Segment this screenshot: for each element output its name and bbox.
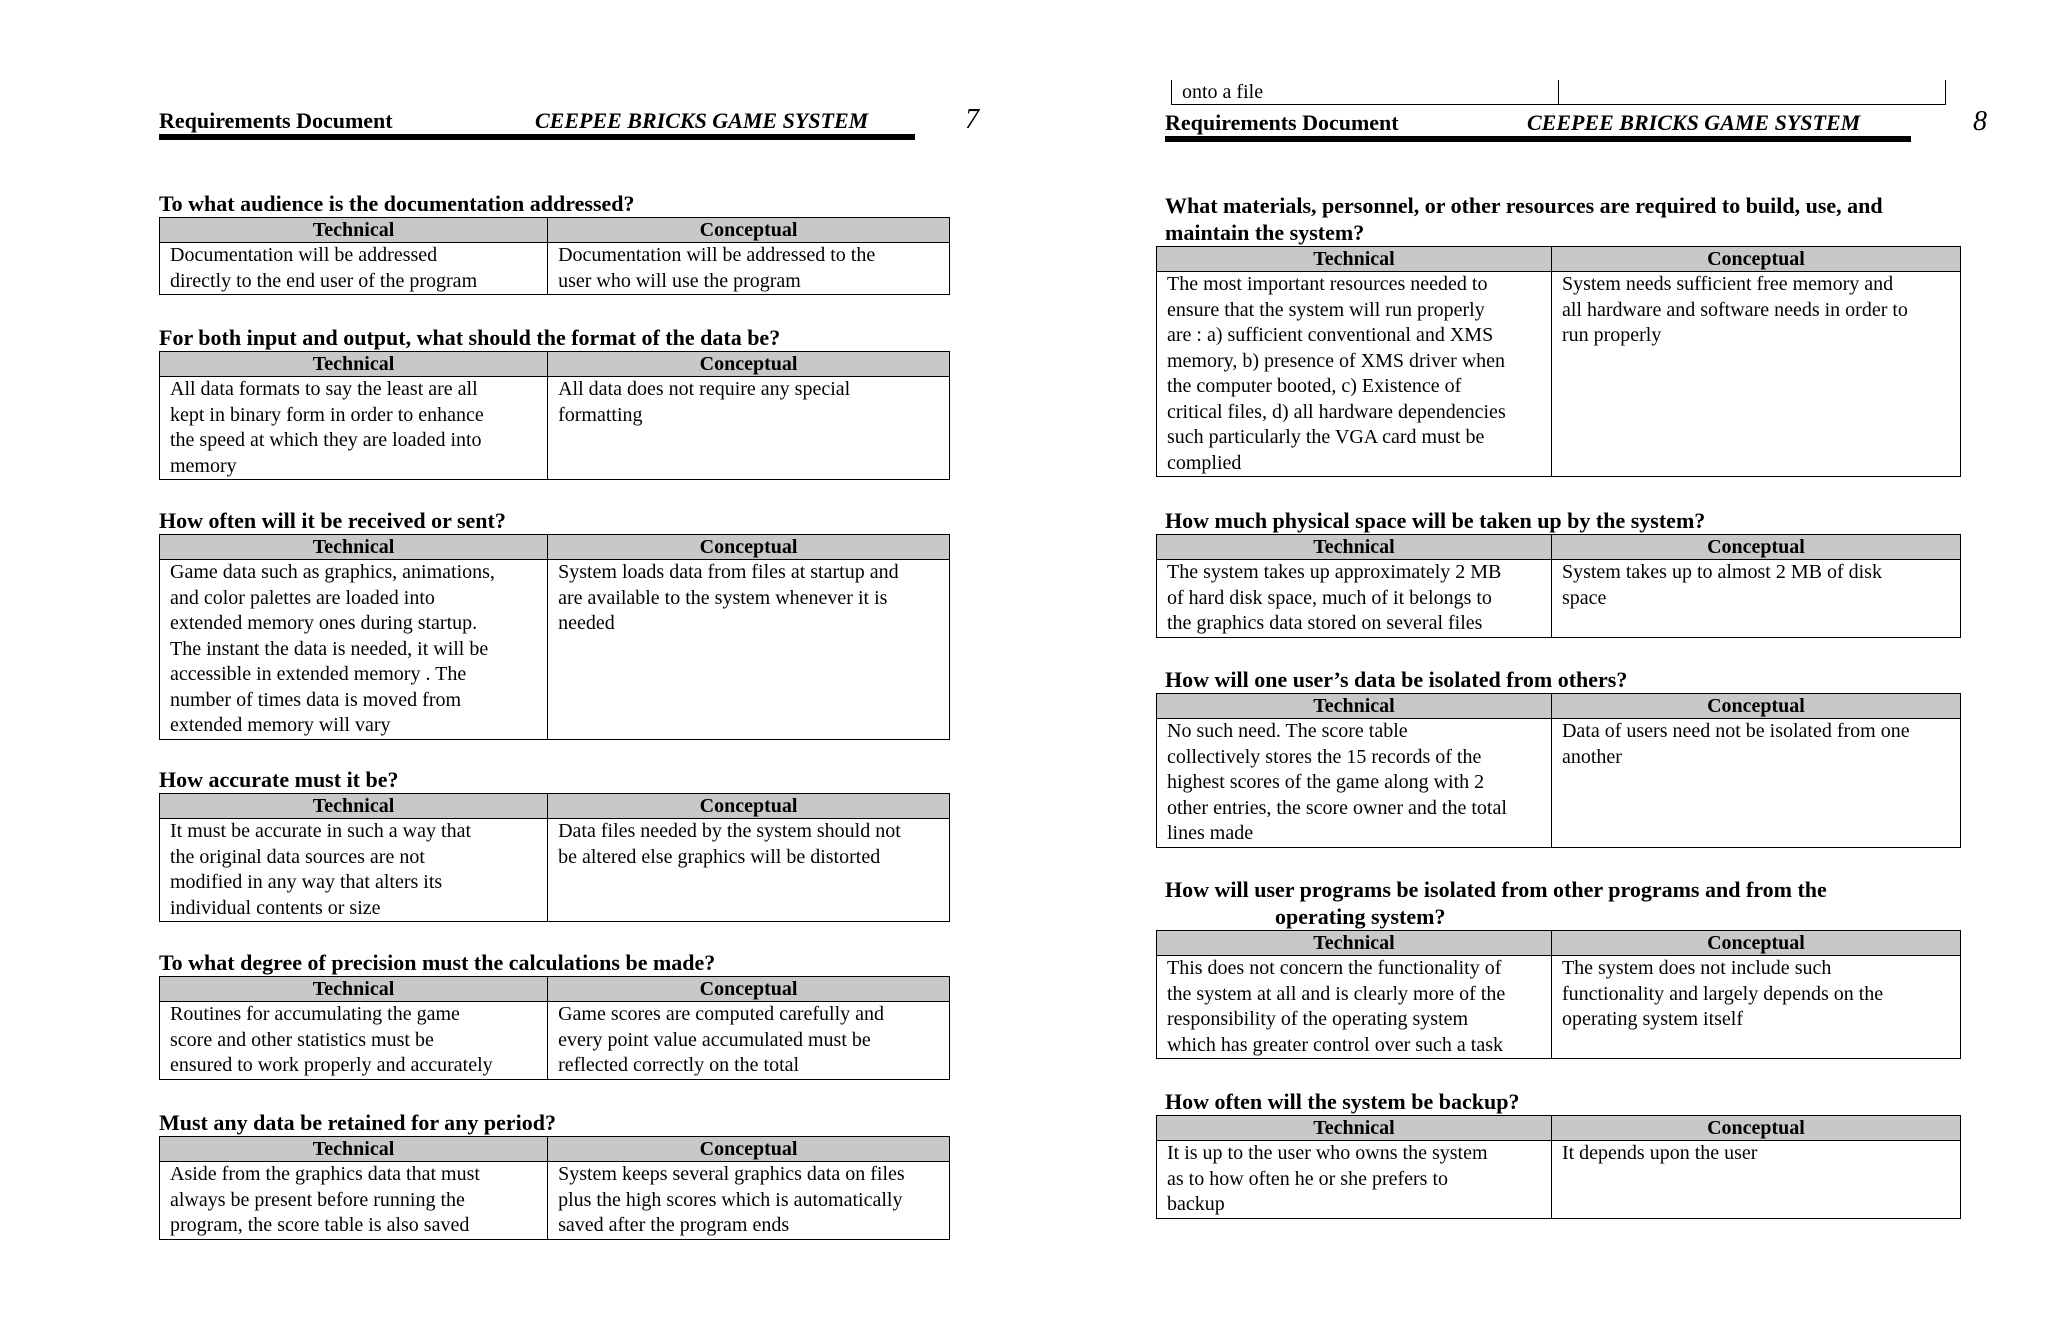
conceptual-header: Conceptual [548, 794, 950, 819]
table-row [160, 1162, 950, 1240]
table-row [160, 1002, 950, 1080]
conceptual-cell: It depends upon the user [1551, 1141, 1960, 1219]
technical-cell: It must be accurate in such a way that the original data sources are not modified in any way that alters its individual contents or size [160, 819, 548, 922]
conceptual-cell: Data files needed by the system should not be altered else graphics will be distorted [548, 819, 950, 922]
conceptual-header: Conceptual [548, 352, 950, 377]
conceptual-cell: Data of users need not be isolated from one another [1551, 719, 1960, 848]
page-header [1165, 102, 1987, 142]
section-question: How accurate must it be? [159, 767, 399, 792]
section-question: How often will it be received or sent? [159, 508, 506, 533]
technical-header: Technical [160, 977, 548, 1002]
qa-section [1156, 666, 1961, 848]
conceptual-header: Conceptual [548, 1137, 950, 1162]
qa-section [1156, 1088, 1961, 1219]
qa-table [1156, 246, 1961, 477]
section-question: How often will the system be backup? [1165, 1089, 1520, 1114]
conceptual-header: Conceptual [1551, 247, 1960, 272]
qa-table [1156, 693, 1961, 848]
technical-cell: Game data such as graphics, animations, and color palettes are loaded into extended memory ones during startup. The instant the data is needed, it will be accessible in extended memory . The number of times data is moved from extended memory will vary [160, 560, 548, 740]
technical-cell: No such need. The score table collectively stores the 15 records of the highest scores of the game along with 2 other entries, the score owner and the total lines made [1157, 719, 1552, 848]
qa-section [159, 949, 950, 1080]
conceptual-cell: System needs sufficient free memory and all hardware and software needs in order to run properly [1551, 272, 1960, 477]
technical-header: Technical [1157, 1116, 1552, 1141]
technical-header: Technical [1157, 535, 1552, 560]
technical-cell: This does not concern the functionality of the system at all and is clearly more of the responsibility of the operating system which has greater control over such a task [1157, 956, 1552, 1059]
header-rule [159, 134, 915, 140]
section-question: How will one user’s data be isolated from others? [1165, 667, 1628, 692]
conceptual-header: Conceptual [1551, 535, 1960, 560]
conceptual-cell: All data does not require any special formatting [548, 377, 950, 480]
qa-table [159, 534, 950, 740]
table-row [160, 819, 950, 922]
table-row [1157, 956, 1961, 1059]
technical-cell: Aside from the graphics data that must always be present before running the program, the score table is also saved [160, 1162, 548, 1240]
doc-title: Requirements Document [1165, 110, 1399, 135]
qa-table [1156, 1115, 1961, 1219]
technical-header: Technical [160, 218, 548, 243]
doc-title: Requirements Document [159, 108, 393, 133]
qa-section [159, 324, 950, 480]
technical-header: Technical [1157, 694, 1552, 719]
system-title: CEEPEE BRICKS GAME SYSTEM [1527, 110, 1861, 135]
qa-table [159, 976, 950, 1080]
technical-cell: Routines for accumulating the game score and other statistics must be ensured to work properly and accurately [160, 1002, 548, 1080]
qa-table [1156, 534, 1961, 638]
qa-table [159, 217, 950, 295]
section-question: Must any data be retained for any period? [159, 1110, 557, 1135]
qa-section [1156, 192, 1961, 477]
conceptual-header: Conceptual [548, 977, 950, 1002]
section-question: How much physical space will be taken up by the system? [1165, 508, 1706, 533]
conceptual-cell: Game scores are computed carefully and every point value accumulated must be reflected correctly on the total [548, 1002, 950, 1080]
conceptual-header: Conceptual [548, 218, 950, 243]
section-question: To what audience is the documentation addressed? [159, 191, 635, 216]
section-question: How will user programs be isolated from other programs and from the operating system? [1165, 877, 1827, 929]
page-number: 8 [1973, 106, 1987, 137]
page-header [159, 100, 979, 140]
technical-header: Technical [1157, 931, 1552, 956]
section-question: For both input and output, what should the format of the data be? [159, 325, 781, 350]
qa-section [1156, 876, 1961, 1059]
conceptual-cell: System takes up to almost 2 MB of disk space [1551, 560, 1960, 638]
technical-header: Technical [160, 352, 548, 377]
qa-section [159, 507, 950, 740]
technical-cell: All data formats to say the least are all kept in binary form in order to enhance the speed at which they are loaded into memory [160, 377, 548, 480]
technical-header: Technical [1157, 247, 1552, 272]
conceptual-header: Conceptual [1551, 1116, 1960, 1141]
qa-section [1156, 507, 1961, 638]
conceptual-header: Conceptual [1551, 931, 1960, 956]
section-question: To what degree of precision must the calculations be made? [159, 950, 716, 975]
table-row [160, 560, 950, 740]
table-row [1157, 719, 1961, 848]
table-row [1157, 1141, 1961, 1219]
technical-cell: The system takes up approximately 2 MB of hard disk space, much of it belongs to the graphics data stored on several files [1157, 560, 1552, 638]
table-row [1157, 560, 1961, 638]
technical-header: Technical [160, 1137, 548, 1162]
conceptual-cell: System keeps several graphics data on files plus the high scores which is automatically saved after the program ends [548, 1162, 950, 1240]
table-row [160, 377, 950, 480]
system-title: CEEPEE BRICKS GAME SYSTEM [535, 108, 869, 133]
conceptual-header: Conceptual [1551, 694, 1960, 719]
conceptual-header: Conceptual [548, 535, 950, 560]
technical-cell: It is up to the user who owns the system as to how often he or she prefers to backup [1157, 1141, 1552, 1219]
qa-section [159, 766, 950, 922]
qa-table [159, 351, 950, 480]
table-row [160, 243, 950, 295]
conceptual-cell: The system does not include such functionality and largely depends on the operating system itself [1551, 956, 1960, 1059]
qa-section [159, 1109, 950, 1240]
header-rule [1165, 136, 1911, 142]
section-question: What materials, personnel, or other resources are required to build, use, and maintain the system? [1165, 193, 1883, 245]
conceptual-cell: System loads data from files at startup and are available to the system whenever it is needed [548, 560, 950, 740]
table-row [1157, 272, 1961, 477]
technical-cell: The most important resources needed to ensure that the system will run properly are : a) sufficient conventional and XMS memory, b) presence of XMS driver when the computer booted, c) Existence of critical files, d) all hardware dependencies such particularly the VGA card must be complied [1157, 272, 1552, 477]
qa-section [159, 190, 950, 295]
fragment-cell: onto a file [1171, 80, 1559, 105]
qa-table [159, 793, 950, 922]
conceptual-cell: Documentation will be addressed to the user who will use the program [548, 243, 950, 295]
technical-header: Technical [160, 535, 548, 560]
qa-table [1156, 930, 1961, 1059]
qa-table [159, 1136, 950, 1240]
page-number: 7 [965, 104, 979, 135]
technical-cell: Documentation will be addressed directly to the end user of the program [160, 243, 548, 295]
technical-header: Technical [160, 794, 548, 819]
